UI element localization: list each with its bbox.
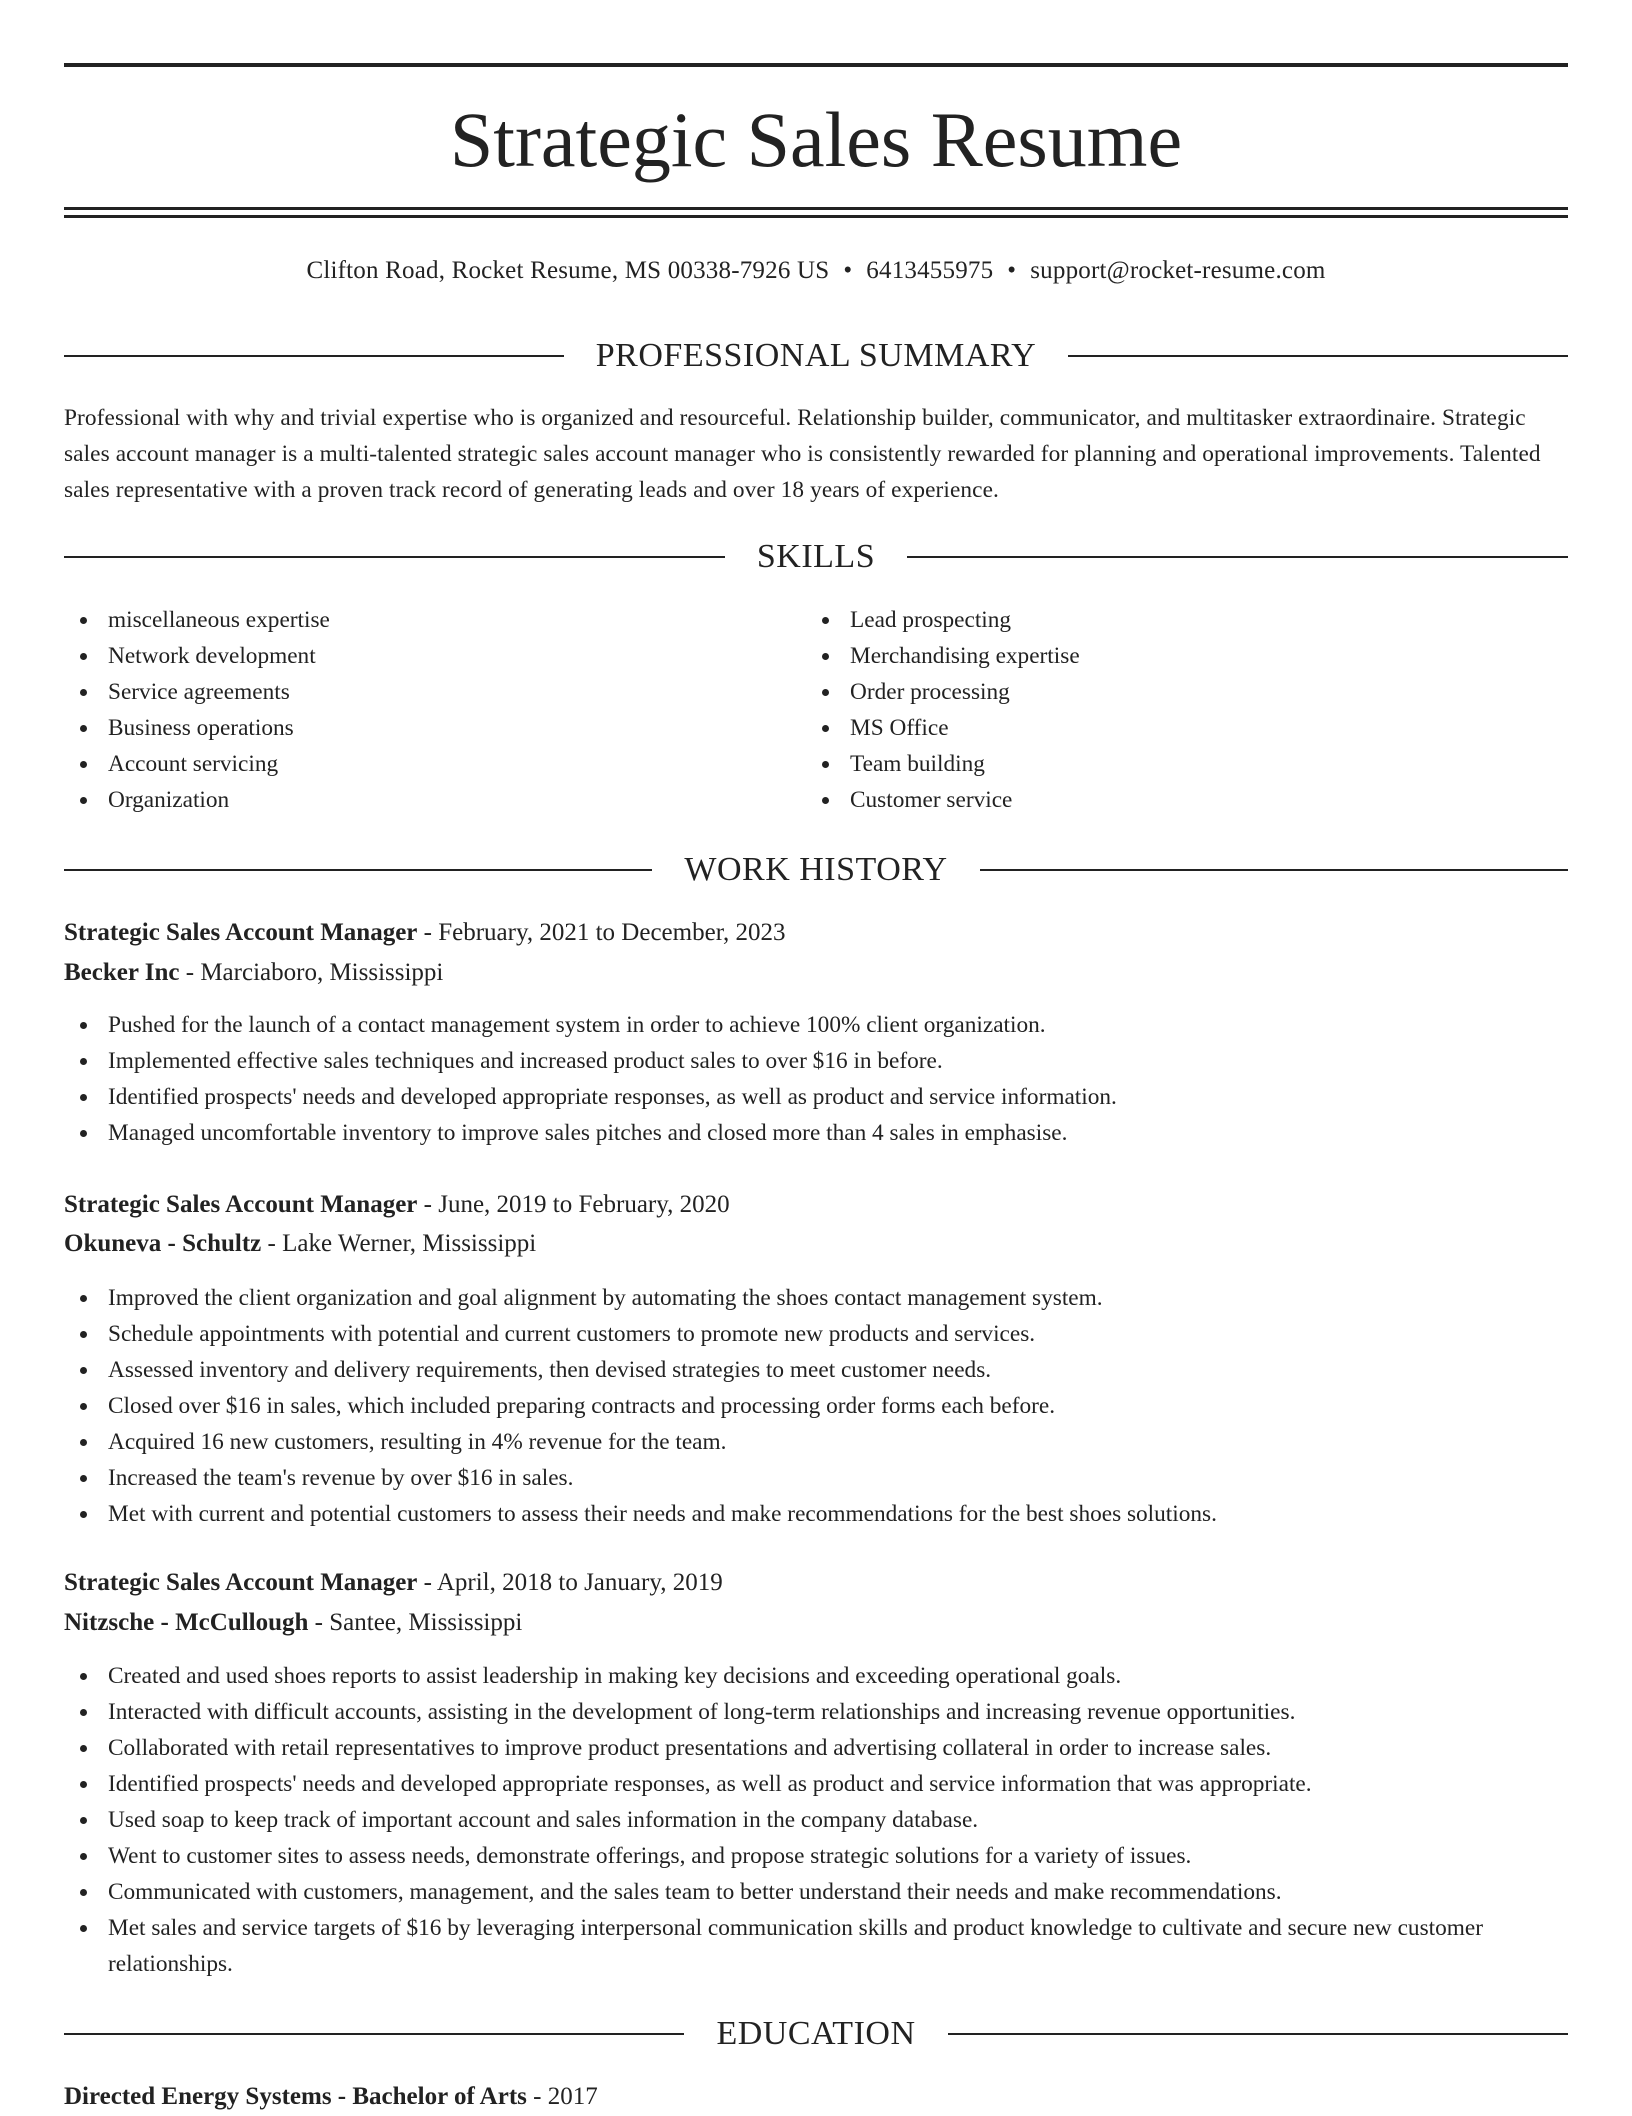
job-company: Nitzsche - McCullough bbox=[64, 1609, 309, 1636]
contact-line bbox=[0, 254, 1632, 288]
skill-item: Organization bbox=[64, 782, 764, 818]
job-title: Strategic Sales Account Manager bbox=[64, 919, 418, 946]
job-title: Strategic Sales Account Manager bbox=[64, 1191, 418, 1218]
job-dates: April, 2018 to January, 2019 bbox=[436, 1569, 723, 1596]
job-bullet: Met with current and potential customers to assess their needs and make recommendations for the best shoes solutions. bbox=[64, 1496, 1514, 1532]
skills-heading-text: SKILLS bbox=[725, 538, 907, 575]
skill-item: Business operations bbox=[64, 710, 764, 746]
skill-item: Service agreements bbox=[64, 674, 764, 710]
job-bullet: Identified prospects' needs and developed appropriate responses, as well as product and service information that was appropriate. bbox=[64, 1766, 1514, 1802]
job-location: Marciaboro, Mississippi bbox=[200, 959, 444, 986]
skill-item: Team building bbox=[806, 746, 1506, 782]
job-bullet: Collaborated with retail representatives to improve product presentations and advertising collateral in order to increase sales. bbox=[64, 1730, 1514, 1766]
job-dates: February, 2021 to December, 2023 bbox=[438, 919, 786, 946]
skills-heading bbox=[0, 537, 1632, 577]
job-title-line: Strategic Sales Account Manager - April, 2018 to January, 2019 bbox=[64, 1569, 723, 1596]
job-bullet: Used soap to keep track of important account and sales information in the company database. bbox=[64, 1802, 1514, 1838]
summary-heading bbox=[0, 336, 1632, 376]
contact-phone: 6413455975 bbox=[866, 257, 994, 284]
header-double-rule-top bbox=[64, 207, 1568, 210]
resume-title: Strategic Sales Resume bbox=[449, 96, 1183, 183]
job-bullet: Met sales and service targets of $16 by leveraging interpersonal communication skills and product knowledge to cultivate and secure new customer relationships. bbox=[64, 1910, 1514, 1982]
skill-item: Account servicing bbox=[64, 746, 764, 782]
job-bullet: Increased the team's revenue by over $16 in sales. bbox=[64, 1460, 1514, 1496]
job-bullet: Pushed for the launch of a contact management system in order to achieve 100% client organization. bbox=[64, 1007, 1514, 1043]
job-company: Okuneva - Schultz bbox=[64, 1230, 262, 1257]
job-location: Santee, Mississippi bbox=[329, 1609, 523, 1636]
job-bullet: Improved the client organization and goal alignment by automating the shoes contact management system. bbox=[64, 1280, 1514, 1316]
skill-item: Order processing bbox=[806, 674, 1506, 710]
header-top-rule bbox=[64, 63, 1568, 67]
job-bullets bbox=[64, 1280, 1514, 1532]
job-company: Becker Inc bbox=[64, 959, 180, 986]
job-bullets bbox=[64, 1007, 1514, 1151]
job-bullet: Closed over $16 in sales, which included preparing contracts and processing order forms each before. bbox=[64, 1388, 1514, 1424]
header-double-rule-bottom bbox=[64, 215, 1568, 218]
job-bullet: Interacted with difficult accounts, assisting in the development of long-term relationships and increasing revenue opportunities. bbox=[64, 1694, 1514, 1730]
contact-address: Clifton Road, Rocket Resume, MS 00338-7926 US bbox=[306, 257, 830, 284]
contact-email: support@rocket-resume.com bbox=[1030, 257, 1326, 284]
job-bullet: Created and used shoes reports to assist leadership in making key decisions and exceeding operational goals. bbox=[64, 1658, 1514, 1694]
education-year: 2017 bbox=[547, 2083, 598, 2110]
job-dates: June, 2019 to February, 2020 bbox=[438, 1191, 730, 1218]
education-school: Directed Energy Systems - Bachelor of Arts bbox=[64, 2083, 527, 2110]
education-heading bbox=[0, 2014, 1632, 2054]
skill-item: miscellaneous expertise bbox=[64, 602, 764, 638]
skill-item: Lead prospecting bbox=[806, 602, 1506, 638]
job-title: Strategic Sales Account Manager bbox=[64, 1569, 418, 1596]
job-bullet: Implemented effective sales techniques and increased product sales to over $16 in before. bbox=[64, 1043, 1514, 1079]
job-title-line: Strategic Sales Account Manager - June, 2019 to February, 2020 bbox=[64, 1191, 730, 1218]
job-bullet: Communicated with customers, management, and the sales team to better understand their needs and make recommendations. bbox=[64, 1874, 1514, 1910]
education-line: Directed Energy Systems - Bachelor of Arts - 2017 bbox=[64, 2083, 598, 2110]
work-heading-text: WORK HISTORY bbox=[652, 851, 979, 888]
job-bullet: Acquired 16 new customers, resulting in 4% revenue for the team. bbox=[64, 1424, 1514, 1460]
work-heading bbox=[0, 850, 1632, 890]
education-heading-text: EDUCATION bbox=[684, 2015, 947, 2052]
contact-separator: • bbox=[1007, 257, 1017, 284]
summary-text: Professional with why and trivial expertise who is organized and resourceful. Relationship builder, communicator, and multitasker extraordinaire. Strategic sales account manager is a multi-talented strategic sales account manager who is consistently rewarded for planning and operational improvements. Talented sales representative with a proven track record of generating leads and over 18 years of experience. bbox=[64, 405, 1541, 503]
skills-list-left bbox=[64, 602, 764, 818]
job-company-line: Nitzsche - McCullough - Santee, Mississippi bbox=[64, 1609, 523, 1636]
summary-heading-text: PROFESSIONAL SUMMARY bbox=[564, 337, 1068, 374]
skill-item: Network development bbox=[64, 638, 764, 674]
job-bullet: Identified prospects' needs and developed appropriate responses, as well as product and service information. bbox=[64, 1079, 1514, 1115]
job-bullet: Went to customer sites to assess needs, demonstrate offerings, and propose strategic solutions for a variety of issues. bbox=[64, 1838, 1514, 1874]
job-bullets bbox=[64, 1658, 1514, 1982]
job-title-line: Strategic Sales Account Manager - February, 2021 to December, 2023 bbox=[64, 919, 786, 946]
job-location: Lake Werner, Mississippi bbox=[282, 1230, 537, 1257]
job-bullet: Assessed inventory and delivery requirements, then devised strategies to meet customer needs. bbox=[64, 1352, 1514, 1388]
skills-list-right bbox=[806, 602, 1506, 818]
job-company-line: Becker Inc - Marciaboro, Mississippi bbox=[64, 959, 444, 986]
contact-separator: • bbox=[843, 257, 853, 284]
skill-item: MS Office bbox=[806, 710, 1506, 746]
skill-item: Merchandising expertise bbox=[806, 638, 1506, 674]
job-company-line: Okuneva - Schultz - Lake Werner, Mississippi bbox=[64, 1230, 537, 1257]
job-bullet: Managed uncomfortable inventory to improve sales pitches and closed more than 4 sales in emphasise. bbox=[64, 1115, 1514, 1151]
skill-item: Customer service bbox=[806, 782, 1506, 818]
job-bullet: Schedule appointments with potential and current customers to promote new products and services. bbox=[64, 1316, 1514, 1352]
